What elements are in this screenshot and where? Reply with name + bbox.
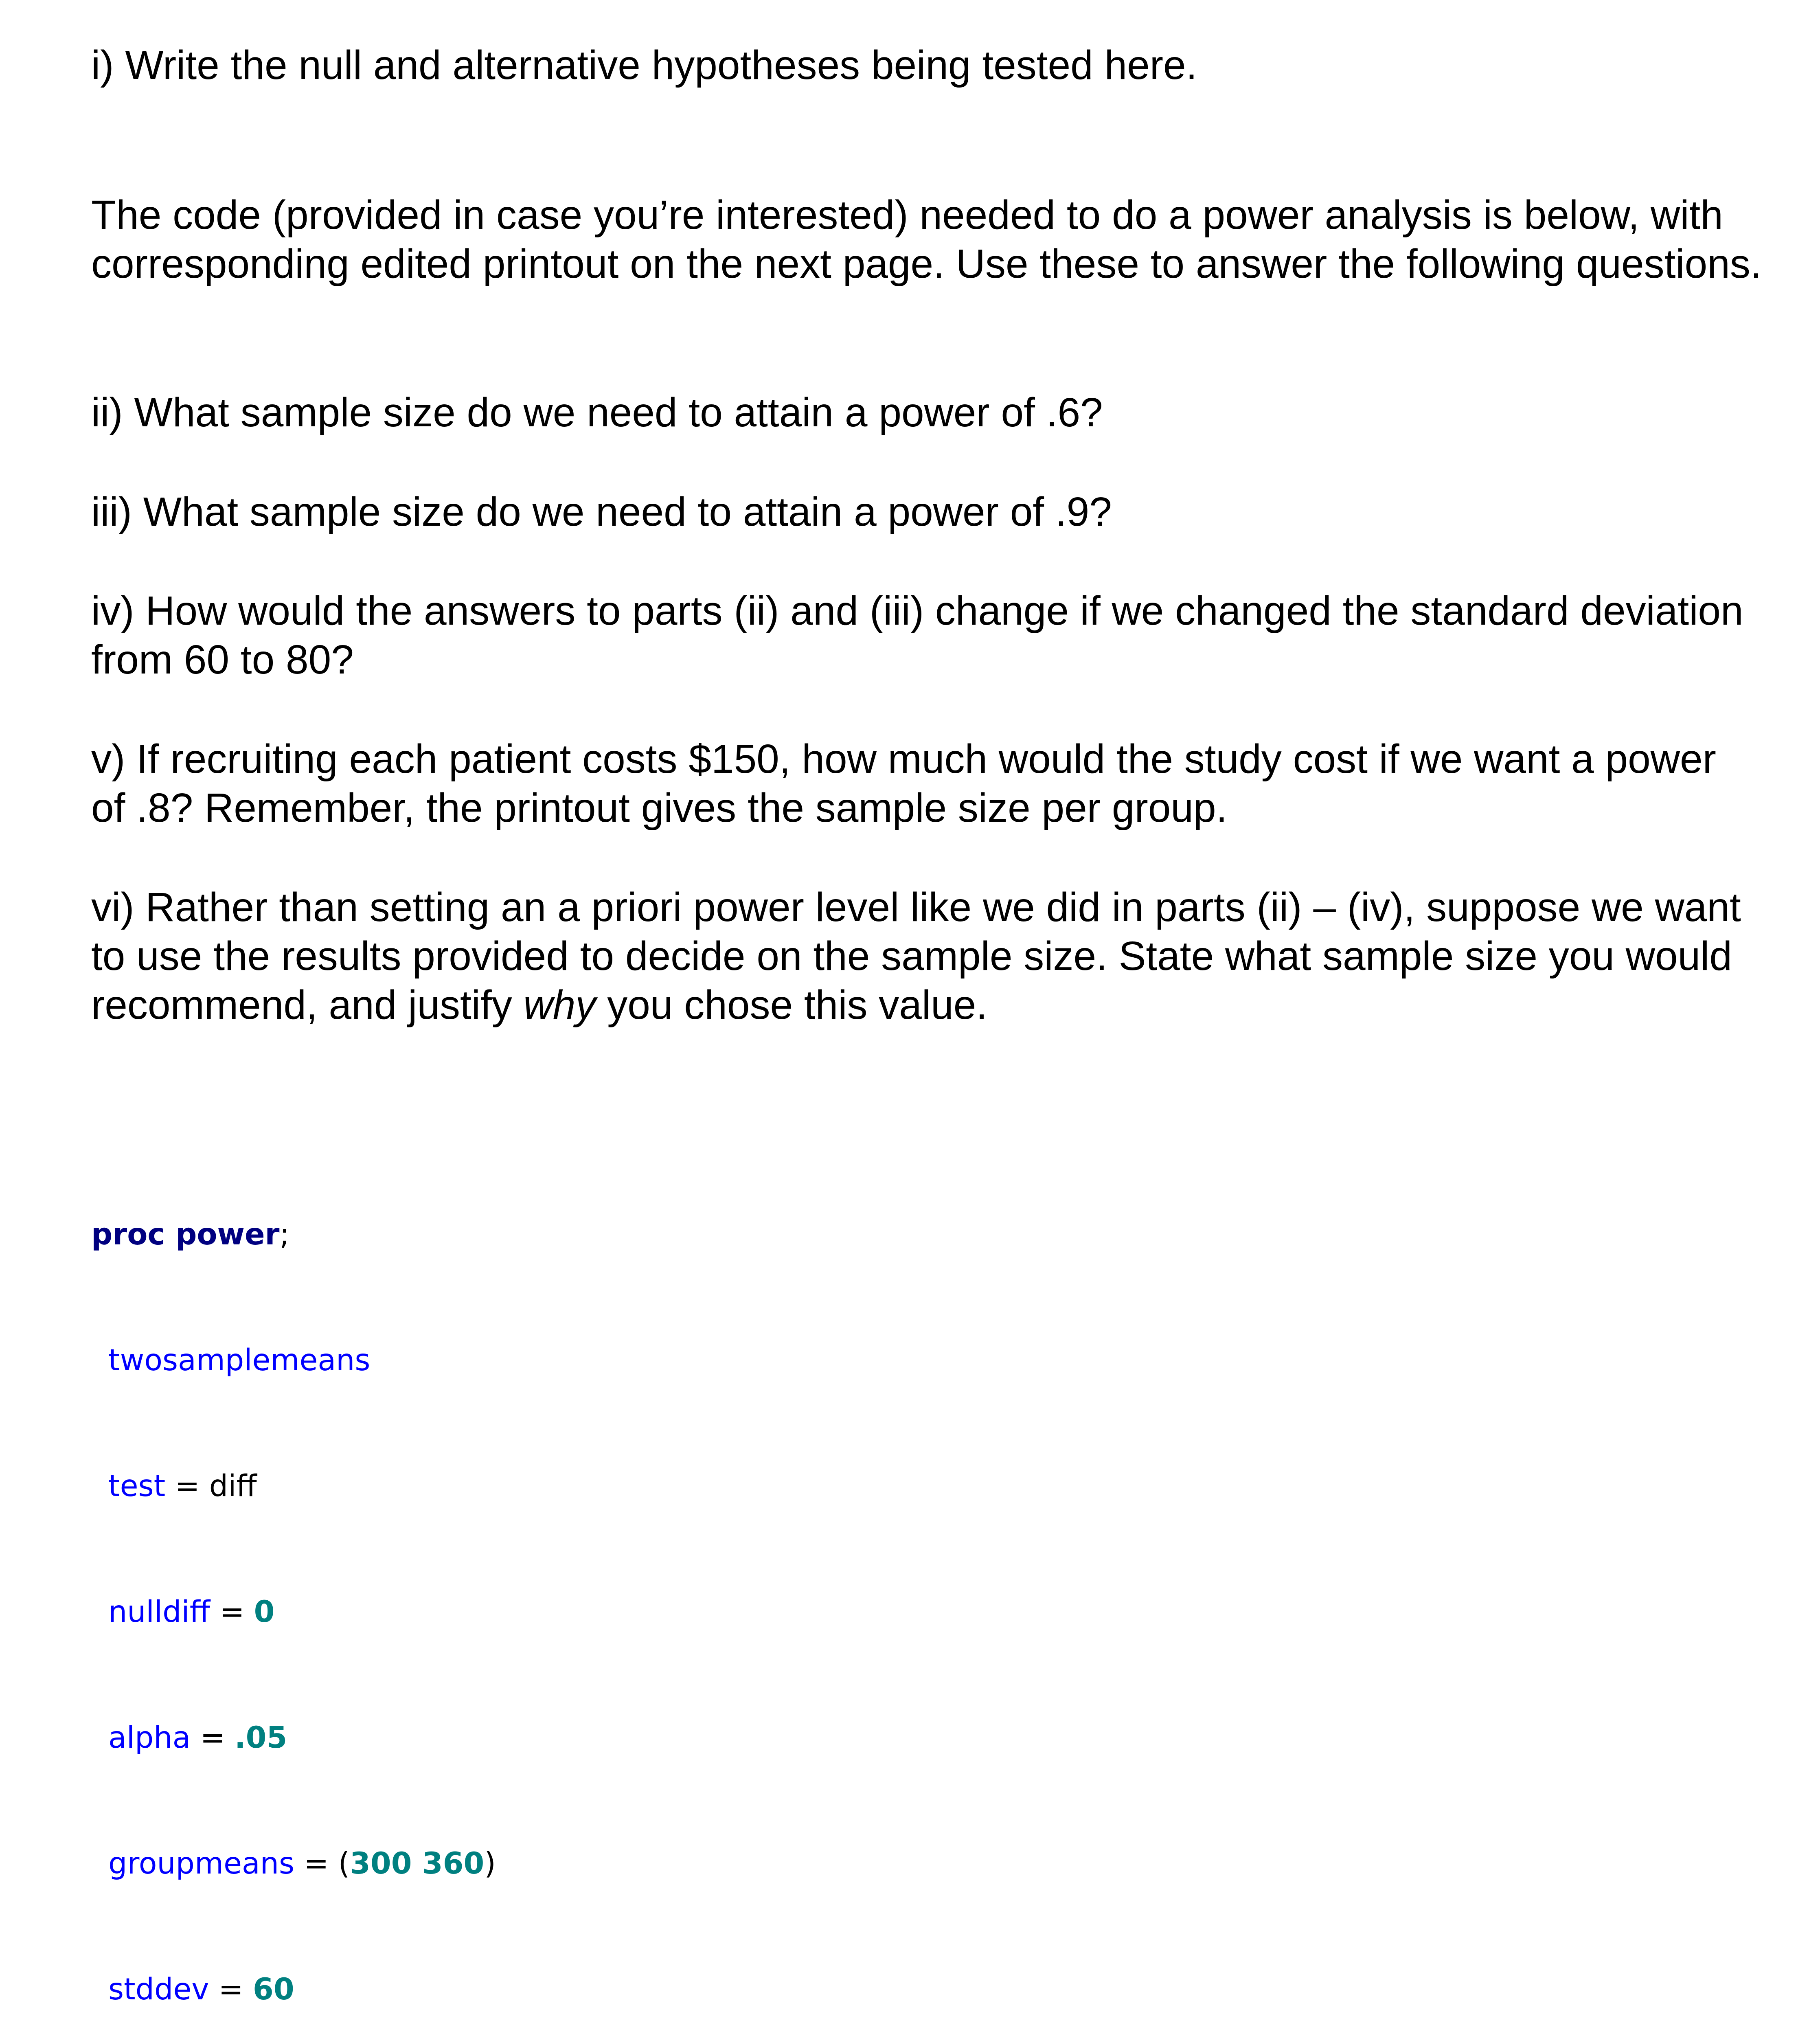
question-i [91,41,1197,90]
code-line-nulldiff [91,1591,496,1633]
question-vi [91,883,1741,1029]
question-vi-emphasis: why [523,982,596,1028]
question-iv [91,586,1743,684]
intro-line-2: corresponding edited printout on the next page. Use these to answer the following questions. [91,241,1762,287]
test-value: = diff [165,1469,257,1503]
groupmeans-open: = ( [294,1846,350,1881]
question-ii [91,388,1103,437]
question-vi-line-2: to use the results provided to decide on the sample size. State what sample size you would [91,933,1732,979]
code-line-proc [91,1213,496,1255]
question-vi-line-3-before: recommend, and justify [91,982,524,1028]
question-iv-line-2: from 60 to 80? [91,637,354,682]
alpha-keyword: alpha [108,1720,191,1755]
test-keyword: test [108,1469,166,1503]
intro-line-1: The code (provided in case you’re interested) needed to do a power analysis is below, with [91,192,1723,238]
alpha-value: .05 [234,1720,287,1755]
question-vi-line-3-after: you chose this value. [596,982,988,1028]
groupmeans-keyword: groupmeans [108,1846,295,1881]
code-line-stddev [91,1968,496,2010]
equals: = [210,1595,254,1629]
twosamplemeans-keyword: twosamplemeans [108,1343,371,1378]
groupmeans-value: 300 360 [350,1846,485,1881]
code-line-groupmeans [91,1843,496,1885]
question-v [91,735,1716,832]
question-iv-line-1: iv) How would the answers to parts (ii) and (iii) change if we changed the standard deviation [91,588,1743,634]
semicolon: ; [279,1217,290,1252]
code-line-test [91,1465,496,1507]
code-line-twosamplemeans [91,1339,496,1381]
question-iii-text: iii) What sample size do we need to attain a power of .9? [91,489,1112,535]
proc-keyword: proc power [91,1217,280,1252]
nulldiff-keyword: nulldiff [108,1595,211,1629]
groupmeans-close: ) [484,1846,496,1881]
equals: = [191,1720,235,1755]
question-i-text: i) Write the null and alternative hypotheses being tested here. [91,42,1197,88]
question-ii-text: ii) What sample size do we need to attain a power of .6? [91,390,1103,435]
equals: = [209,1972,253,2007]
intro-paragraph [91,191,1762,288]
question-v-line-2: of .8? Remember, the printout gives the sample size per group. [91,785,1228,831]
stddev-keyword: stddev [108,1972,209,2007]
stddev-value: 60 [253,1972,294,2007]
question-vi-line-1: vi) Rather than setting an a priori power level like we did in parts (ii) – (iv), suppose we want [91,884,1741,930]
question-vi-line-3 [91,981,1741,1029]
question-iii [91,487,1112,536]
question-v-line-1: v) If recruiting each patient costs $150, how much would the study cost if we want a power [91,736,1716,782]
nulldiff-value: 0 [254,1595,275,1629]
sas-code-block [91,1130,496,2036]
code-line-alpha [91,1717,496,1759]
